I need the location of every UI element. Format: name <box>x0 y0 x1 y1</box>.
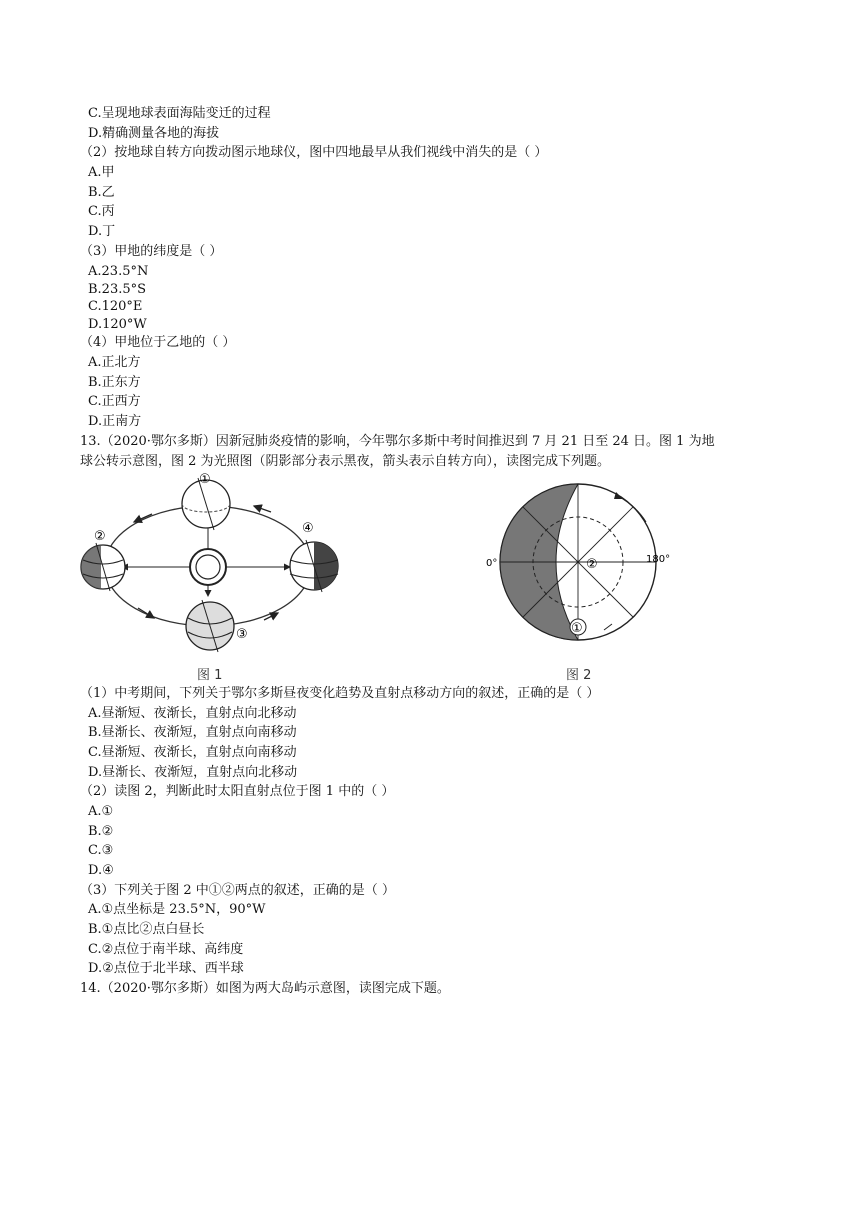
figure-1-earth-revolution <box>78 470 350 660</box>
q12-sub4-option: D.正南方 <box>88 414 142 429</box>
q12-sub2-stem: （2）按地球自转方向拨动图示地球仪，图中四地最早从我们视线中消失的是（ ） <box>80 145 548 160</box>
fig2-lon-180: 180° <box>646 554 671 565</box>
q13-sub2-option: B.② <box>88 824 114 839</box>
q13-sub3-option: B.①点比②点白昼长 <box>88 922 205 937</box>
q13-sub1-option: B.昼渐长、夜渐短，直射点向南移动 <box>88 725 297 740</box>
q12-sub2-option: B.乙 <box>88 185 115 200</box>
q13-sub2-option: A.① <box>88 804 114 819</box>
q12-option-d: D.精确测量各地的海拔 <box>88 126 220 141</box>
fig1-mark-2: ② <box>94 529 106 544</box>
q12-sub3-option: D.120°W <box>88 317 147 332</box>
q12-sub2-option: C.丙 <box>88 204 115 219</box>
figure-1-caption: 图 1 <box>197 668 223 683</box>
q13-sub3-option: A.①点坐标是 23.5°N，90°W <box>88 902 266 917</box>
earth-position-3 <box>186 600 234 652</box>
q12-sub3-option: C.120°E <box>88 299 143 314</box>
fig2-mark-1: ① <box>571 621 583 636</box>
q12-sub3-option: B.23.5°S <box>88 282 147 297</box>
q12-sub3-stem: （3）甲地的纬度是（ ） <box>80 244 223 259</box>
fig1-mark-3: ③ <box>236 627 248 642</box>
q13-sub3-option: D.②点位于北半球、西半球 <box>88 961 244 976</box>
q12-sub4-option: C.正西方 <box>88 394 141 409</box>
q13-sub1-stem: （1）中考期间，下列关于鄂尔多斯昼夜变化趋势及直射点移动方向的叙述，正确的是（ ） <box>80 686 600 701</box>
fig2-mark-2: ② <box>586 557 598 572</box>
q12-sub3-option: A.23.5°N <box>88 264 149 279</box>
q13-sub1-option: C.昼渐短、夜渐长，直射点向南移动 <box>88 745 297 760</box>
q13-sub2-option: C.③ <box>88 843 114 858</box>
fig1-mark-1: ① <box>199 472 211 487</box>
q13-sub1-option: A.昼渐短、夜渐长，直射点向北移动 <box>88 706 297 721</box>
q13-sub3-option: C.②点位于南半球、高纬度 <box>88 942 244 957</box>
q13-sub1-option: D.昼渐长、夜渐短，直射点向北移动 <box>88 765 298 780</box>
q13-stem-line2: 球公转示意图，图 2 为光照图（阴影部分表示黑夜，箭头表示自转方向），读图完成下列题。 <box>80 454 611 469</box>
q12-sub4-option: B.正东方 <box>88 375 141 390</box>
figure-2-caption: 图 2 <box>566 668 592 683</box>
q13-sub3-stem: （3）下列关于图 2 中①②两点的叙述，正确的是（ ） <box>80 883 395 898</box>
q13-stem-line1: 13.（2020·鄂尔多斯）因新冠肺炎疫情的影响，今年鄂尔多斯中考时间推迟到 7 月 21 日至 24 日。图 1 为地 <box>80 434 715 449</box>
fig2-lon-0: 0° <box>486 558 498 569</box>
q12-sub2-option: D.丁 <box>88 224 116 239</box>
earth-position-4 <box>290 540 338 592</box>
q12-sub2-option: A.甲 <box>88 165 115 180</box>
q14-stem: 14.（2020·鄂尔多斯）如图为两大岛屿示意图，读图完成下题。 <box>80 981 450 996</box>
q12-sub4-stem: （4）甲地位于乙地的（ ） <box>80 335 236 350</box>
fig1-mark-4: ④ <box>302 521 314 536</box>
q12-sub4-option: A.正北方 <box>88 355 141 370</box>
q12-option-c: C.呈现地球表面海陆变迁的过程 <box>88 106 271 121</box>
q13-sub2-option: D.④ <box>88 863 114 878</box>
earth-position-2 <box>81 543 125 591</box>
q13-sub2-stem: （2）读图 2，判断此时太阳直射点位于图 1 中的（ ） <box>80 784 395 799</box>
figure-2-illumination <box>486 482 676 642</box>
